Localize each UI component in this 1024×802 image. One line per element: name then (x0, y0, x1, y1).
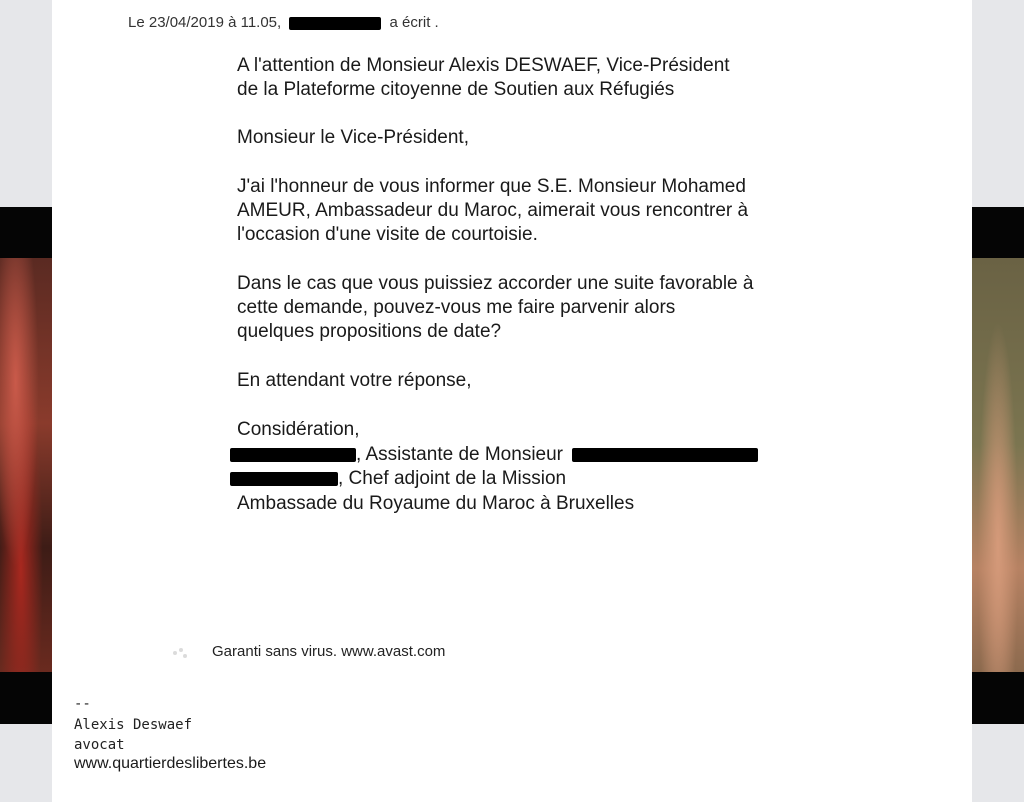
salutation: Monsieur le Vice-Président, (237, 127, 469, 148)
signature-name: Alexis Deswaef (74, 717, 193, 733)
redacted-official-name (572, 448, 758, 462)
sender-line-2 (230, 467, 566, 491)
closing-line: En attendant votre réponse, (237, 370, 472, 391)
avast-logo-icon (170, 645, 190, 661)
sender-line-2-text: , Chef adjoint de la Mission (338, 468, 567, 489)
right-photo (972, 258, 1024, 672)
address-line-2: de la Plateforme citoyenne de Soutien aux Réfugiés (237, 79, 675, 100)
quote-header-suffix: a écrit . (389, 14, 439, 31)
email-document (52, 0, 972, 802)
sender-line-3: Ambassade du Royaume du Maroc à Bruxelles (237, 493, 635, 514)
redacted-sender (289, 17, 381, 30)
regards-line: Considération, (237, 419, 360, 440)
address-line-1: A l'attention de Monsieur Alexis DESWAEF, Vice-Président (237, 55, 730, 76)
quote-header-prefix: Le 23/04/2019 à 11.05, (128, 14, 282, 31)
avast-link[interactable]: Garanti sans virus. www.avast.com (212, 643, 446, 660)
paragraph-1-line-1: J'ai l'honneur de vous informer que S.E. Monsieur Mohamed (237, 176, 746, 197)
quote-header (128, 14, 439, 31)
left-photo (0, 258, 52, 672)
signature-separator: -- (74, 696, 91, 712)
paragraph-1-line-3: l'occasion d'une visite de courtoisie. (237, 224, 538, 245)
redacted-official-surname (230, 472, 338, 486)
signature-title: avocat (74, 737, 125, 753)
signature-website-link[interactable]: www.quartierdeslibertes.be (74, 755, 267, 772)
paragraph-1-line-2: AMEUR, Ambassadeur du Maroc, aimerait vous rencontrer à (237, 200, 749, 221)
redacted-assistant-name (230, 448, 356, 462)
sender-line-1-text: , Assistante de Monsieur (356, 444, 563, 465)
paragraph-2-line-1: Dans le cas que vous puissiez accorder une suite favorable à (237, 273, 754, 294)
paragraph-2-line-3: quelques propositions de date? (237, 321, 502, 342)
sender-line-1 (230, 443, 758, 467)
paragraph-2-line-2: cette demande, pouvez-vous me faire parvenir alors (237, 297, 676, 318)
